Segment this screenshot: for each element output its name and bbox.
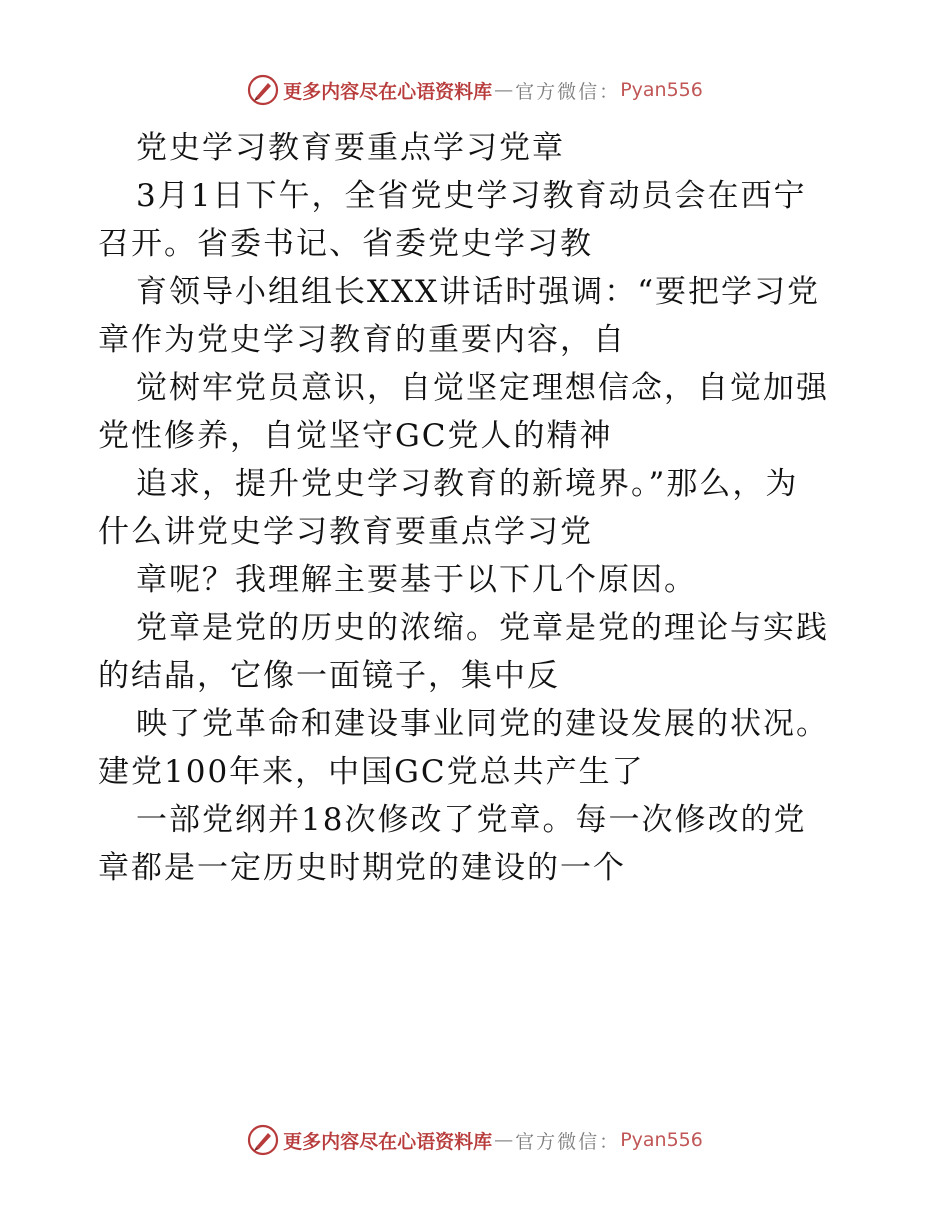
text-line: 育领导小组组长XXX讲话时强调：“要把学习党 bbox=[136, 274, 821, 310]
document-body bbox=[98, 124, 858, 892]
footer-watermark bbox=[0, 1120, 950, 1160]
text-line: 追求，提升党史学习教育的新境界。”那么，为 bbox=[136, 466, 799, 502]
text-line: 什么讲党史学习教育要重点学习党 bbox=[98, 514, 593, 550]
watermark-wechat-id: Pyan556 bbox=[620, 1129, 703, 1151]
watermark-main-text: 更多内容尽在心语资料库 bbox=[283, 1130, 493, 1153]
text-line: 召开。省委书记、省委党史学习教 bbox=[98, 226, 593, 262]
text-line: 觉树牢党员意识，自觉坚定理想信念，自觉加强 bbox=[136, 370, 829, 406]
text-line: 章都是一定历史时期党的建设的一个 bbox=[98, 850, 626, 886]
text-line: 建党100年来，中国GC党总共产生了 bbox=[98, 754, 645, 790]
text-line: 映了党革命和建设事业同党的建设发展的状况。 bbox=[136, 706, 829, 742]
text-line: 党章是党的历史的浓缩。党章是党的理论与实践 bbox=[136, 610, 829, 646]
header-watermark bbox=[0, 70, 950, 110]
watermark-main-text: 更多内容尽在心语资料库 bbox=[283, 80, 493, 103]
watermark-wechat-label: 官方微信： bbox=[515, 1130, 621, 1153]
quill-pen-seal-icon bbox=[247, 1124, 279, 1156]
text-line: 一部党纲并18次修改了党章。每一次修改的党 bbox=[136, 802, 807, 838]
document-title: 党史学习教育要重点学习党章 bbox=[136, 130, 565, 166]
text-line: 党性修养，自觉坚守GC党人的精神 bbox=[98, 418, 613, 454]
quill-pen-seal-icon bbox=[247, 74, 279, 106]
text-line: 的结晶，它像一面镜子，集中反 bbox=[98, 658, 560, 694]
watermark-wechat-id: Pyan556 bbox=[620, 79, 703, 101]
watermark-separator: — bbox=[494, 1129, 514, 1151]
text-line: 章作为党史学习教育的重要内容，自 bbox=[98, 322, 626, 358]
text-line: 3月1日下午，全省党史学习教育动员会在西宁 bbox=[136, 178, 807, 214]
watermark-wechat-label: 官方微信： bbox=[515, 80, 621, 103]
watermark-separator: — bbox=[494, 79, 514, 101]
text-line: 章呢？我理解主要基于以下几个原因。 bbox=[136, 562, 697, 598]
